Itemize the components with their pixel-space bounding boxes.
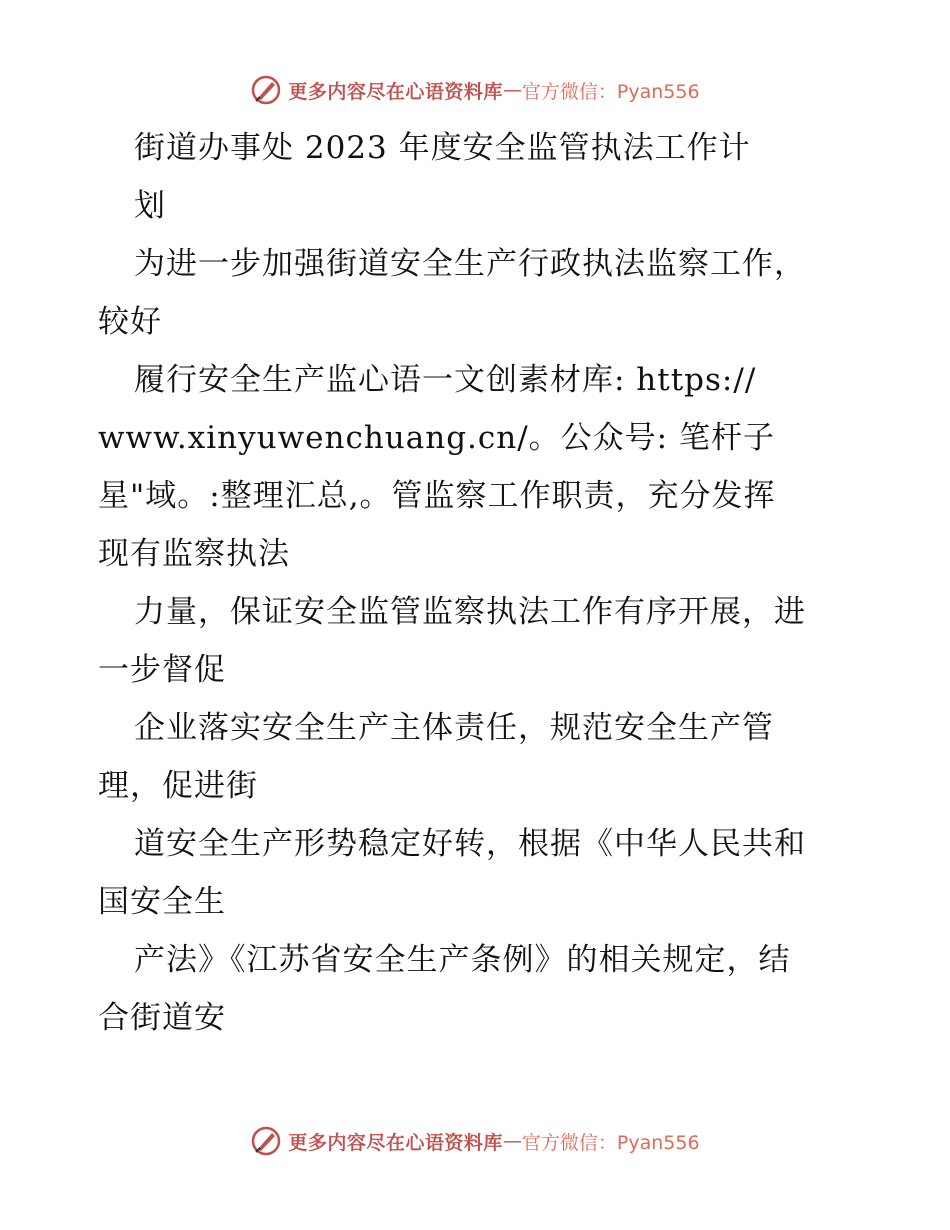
watermark-brand: 更多内容尽在心语资料库 bbox=[288, 80, 503, 103]
doc-title-line-2: 划 bbox=[134, 188, 166, 224]
doc-line: www.xinyuwenchuang.cn/。公众号: 笔杆子 bbox=[98, 420, 775, 456]
doc-line: 合街道安 bbox=[98, 1000, 226, 1036]
quill-seal-icon bbox=[250, 1125, 282, 1157]
header-watermark bbox=[0, 72, 950, 108]
watermark-brand: 更多内容尽在心语资料库 bbox=[288, 1131, 503, 1154]
watermark-separator: — bbox=[502, 1130, 522, 1152]
doc-line: 理，促进街 bbox=[98, 768, 258, 804]
doc-line: 现有监察执法 bbox=[98, 536, 290, 572]
doc-line: 较好 bbox=[98, 304, 162, 340]
doc-line: 国安全生 bbox=[98, 884, 226, 920]
doc-line: 力量，保证安全监管监察执法工作有序开展，进 bbox=[134, 594, 806, 630]
watermark-contact: 官方微信：Pyan556 bbox=[521, 80, 700, 103]
watermark-contact: 官方微信：Pyan556 bbox=[521, 1131, 700, 1154]
footer-watermark bbox=[0, 1123, 950, 1159]
doc-line: 道安全生产形势稳定好转，根据《中华人民共和 bbox=[134, 826, 806, 862]
doc-line: 履行安全生产监心语一文创素材库: https:// bbox=[134, 362, 757, 398]
doc-line: 一步督促 bbox=[98, 652, 226, 688]
doc-line: 星"域。:整理汇总,。管监察工作职责，充分发挥 bbox=[98, 478, 776, 514]
doc-line: 产法》《江苏省安全生产条例》的相关规定，结 bbox=[134, 942, 791, 978]
watermark-separator: — bbox=[502, 79, 522, 101]
doc-title-line-1: 街道办事处 2023 年度安全监管执法工作计 bbox=[134, 130, 751, 166]
quill-seal-icon bbox=[250, 74, 282, 106]
doc-line: 为进一步加强街道安全生产行政执法监察工作， bbox=[134, 246, 806, 282]
doc-line: 企业落实安全生产主体责任，规范安全生产管 bbox=[134, 710, 774, 746]
